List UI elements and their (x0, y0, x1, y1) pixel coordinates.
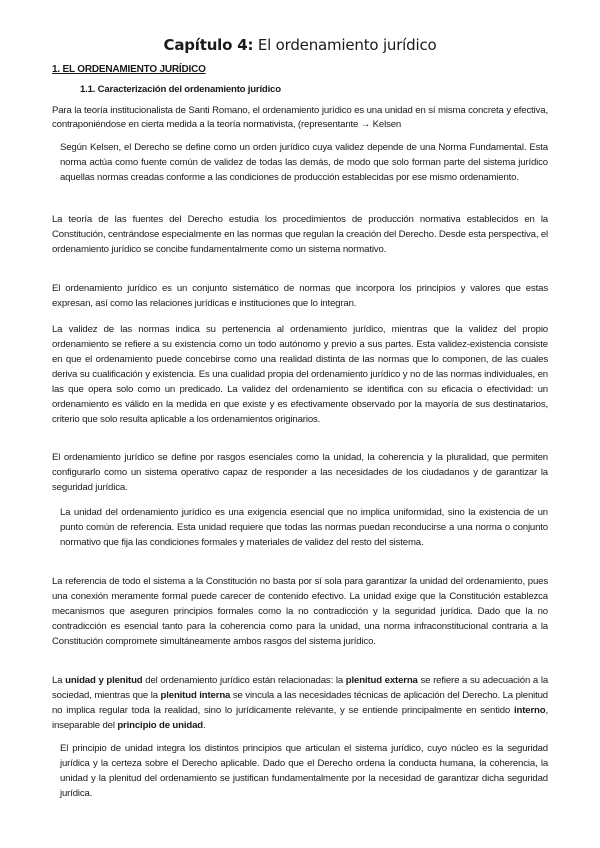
paragraph-5: La validez de las normas indica su pertenencia al ordenamiento jurídico, mientras que la validez del propio ordenamiento se refiere a su existencia como un todo autónomo y previo a sus partes. Esta validez-existencia consiste en que el ordenamiento puede concebirse como una realidad distinta de las normas que lo componen, de las cuales deriva su cualificación y existencia. Es una cualidad propia del ordenamiento jurídico y no de las normas individuales, en las que opera solo como un predicado. La validez del ordenamiento se identifica con su eficacia o efectividad: un ordenamiento es válido en la medida en que existe y es efectivamente observado por la mayoría de sus destinatarios, criterio que solo resulta aplicable a los ordenamientos originarios. (52, 324, 548, 425)
p9-bold-plenitud-interna: plenitud interna (160, 690, 231, 701)
paragraph-3: La teoría de las fuentes del Derecho estudia los procedimientos de producción normativa establecidos en la Constitución, centrándose especialmente en las normas que regulan la creación del Derecho. Desde esta perspectiva, el ordenamiento jurídico se concibe fundamentalmente como un sistema normativo. (52, 214, 549, 255)
p9-bold-unidad-plenitud: unidad y plenitud (65, 675, 143, 686)
p9-text-5: , inseparable del (52, 705, 548, 731)
chapter-name: El ordenamiento jurídico (257, 36, 437, 54)
paragraph-1-text: Para la teoría institucionalista de Santi Romano, el ordenamiento jurídico es una unidad en sí misma concreta y efectiva, contraponiéndose en cierta medida a la teoría normativista, (representante → Kelsen (52, 105, 548, 130)
paragraph-1 (52, 104, 548, 132)
paragraph-4: El ordenamiento jurídico es un conjunto sistemático de normas que incorpora los principios y valores que estas expresan, así como las relaciones jurídicas e instituciones que lo integran. (52, 283, 548, 309)
paragraph-6: El ordenamiento jurídico se define por rasgos esenciales como la unidad, la coherencia y la pluralidad, que permiten configurarlo como un sistema operativo capaz de responder a las necesidades de los ciudadanos y de garantizar la seguridad jurídica. (52, 452, 548, 493)
subsection-heading: 1.1. Caracterización del ordenamiento jurídico (80, 84, 281, 95)
p9-bold-plenitud-externa: plenitud externa (345, 675, 418, 686)
p9-text-4: se vincula a las necesidades técnicas de aplicación del Derecho. La plenitud no implica regular toda la realidad, sino lo jurídicamente relevante, y se entiende principalmente en sentido (52, 690, 548, 716)
section-heading: 1. EL ORDENAMIENTO JURÍDICO (52, 64, 206, 75)
paragraph-7: La unidad del ordenamiento jurídico es una exigencia esencial que no implica uniformidad, sino la existencia de un punto común de referencia. Esta unidad requiere que todas las normas puedan reconducirse a una norma o conjunto normativo que fija las condiciones formales y materiales de validez del resto del sistema. (60, 507, 548, 548)
p9-text-2: del ordenamiento jurídico están relacionadas: la (142, 675, 346, 686)
chapter-title (0, 36, 600, 54)
paragraph-2: Según Kelsen, el Derecho se define como un orden jurídico cuya validez depende de una Norma Fundamental. Esta norma actúa como fuente común de validez de todas las demás, de modo que solo forman parte del sistema jurídico aquellas normas creadas conforme a las condiciones de producción establecidas por ese mismo ordenamiento. (60, 142, 548, 183)
p9-text-3: se refiere a su adecuación a la sociedad, mientras que la (52, 675, 549, 701)
chapter-number: Capítulo 4: (163, 36, 254, 54)
p9-bold-principio-unidad: principio de unidad (117, 720, 203, 731)
p9-bold-interno: interno (514, 705, 546, 716)
paragraph-9 (52, 673, 548, 733)
paragraph-10: El principio de unidad integra los distintos principios que articulan el sistema jurídico, cuyo núcleo es la seguridad jurídica y la certeza sobre el Derecho aplicable. Dado que el Derecho ordena la conducta humana, la coherencia, la unidad y la plenitud del ordenamiento se justifican fundamentalmente por la necesidad de garantizar dicha seguridad jurídica. (60, 743, 548, 799)
p9-text-1: La (52, 675, 66, 686)
p9-text-6: . (202, 720, 206, 731)
paragraph-8: La referencia de todo el sistema a la Constitución no basta por sí sola para garantizar la unidad del ordenamiento, pues una conexión meramente formal puede carecer de contenido efectivo. La unidad exige que la Constitución establezca mecanismos que aseguren principios formales como la no contradicción y la seguridad jurídica. Dado que la no contradicción es esencial tanto para la coherencia como para la unidad, una norma infraconstitucional contraria a la Constitución compromete simultáneamente ambos rasgos del sistema jurídico. (52, 576, 548, 647)
